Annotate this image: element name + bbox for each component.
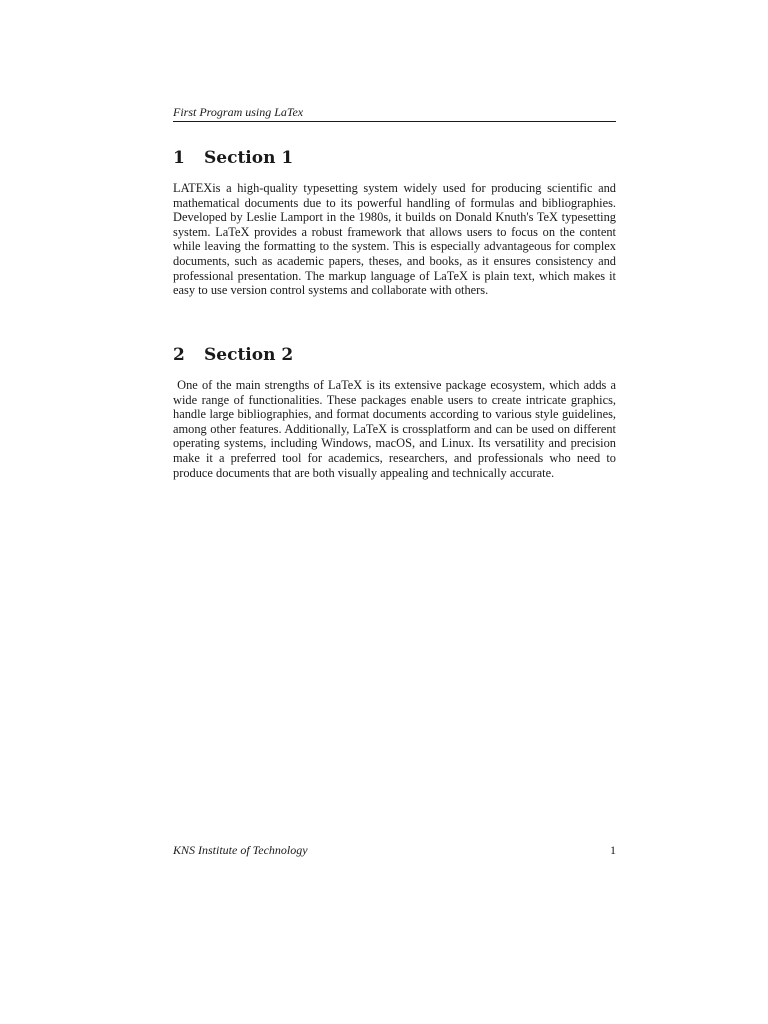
- section-title: Section 1: [204, 148, 294, 168]
- section-heading: [173, 148, 616, 168]
- section-2: [173, 345, 616, 480]
- section-title: Section 2: [204, 345, 294, 365]
- section-heading: [173, 345, 616, 365]
- footer-institution: KNS Institute of Technology: [173, 843, 308, 857]
- section-number: 1: [173, 148, 185, 168]
- running-header: First Program using LaTex: [173, 105, 304, 119]
- section-number: 2: [173, 345, 185, 365]
- page-number: 1: [610, 843, 616, 857]
- section-1: [173, 148, 616, 298]
- section-paragraph: One of the main strengths of LaTeX is its extensive package ecosystem, which adds a wide range of functionalities. These packages enable users to create intricate graphics, handle large bibliographies, and format documents according to various style guidelines, among other features. Additionally, LaTeX is crossplatform and can be used on different operating systems, including Windows, macOS, and Linux. Its versatility and precision make it a preferred tool for academics, researchers, and professionals who need to produce documents that are both visually appealing and technically accurate.: [173, 378, 616, 480]
- section-paragraph: LATEXis a high-quality typesetting system widely used for producing scientific and mathematical documents due to its powerful handling of formulas and bibliographies. Developed by Leslie Lamport in the 1980s, it builds on Donald Knuth's TeX typesetting system. LaTeX provides a robust framework that allows users to focus on the content while leaving the formatting to the system. This is especially advantageous for complex documents, such as academic papers, theses, and books, as it ensures consistency and professional presentation. The markup language of LaTeX is plain text, which makes it easy to use version control systems and collaborate with others.: [173, 181, 616, 298]
- header-rule: [173, 121, 616, 122]
